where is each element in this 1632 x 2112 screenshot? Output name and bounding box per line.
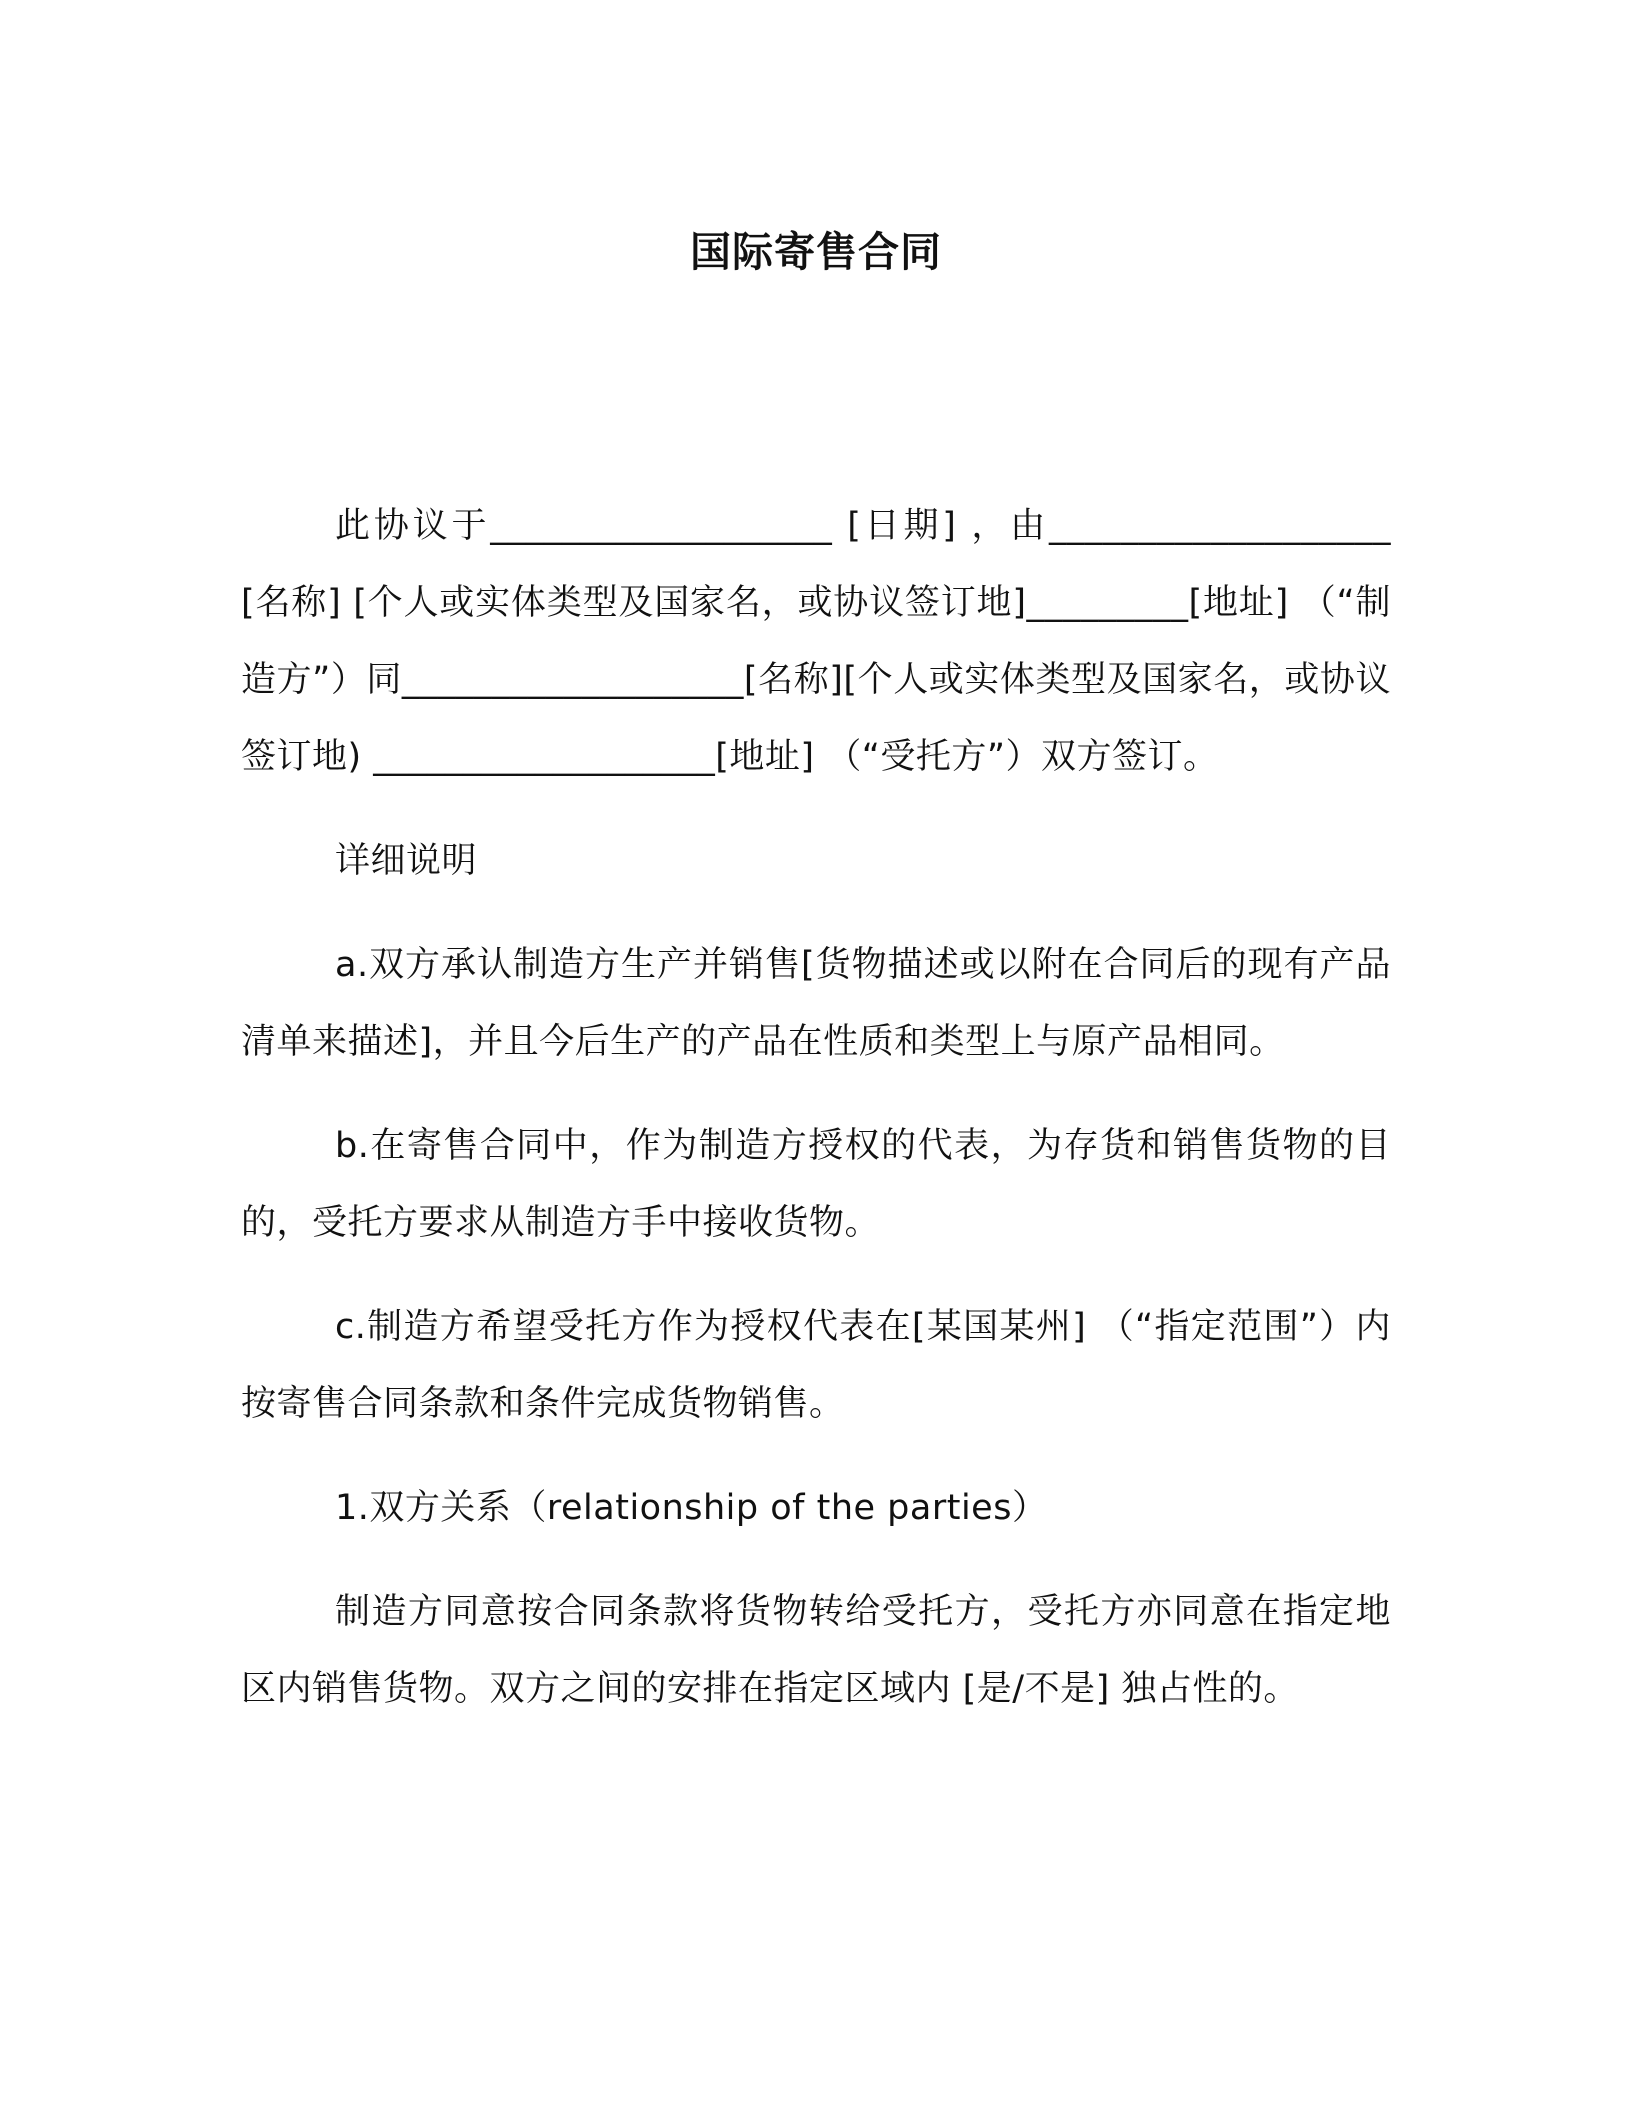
- paragraph-relationship: 制造方同意按合同条款将货物转给受托方，受托方亦同意在指定地区内销售货物。双方之间的安排在指定区域内 [是/不是] 独占性的。: [241, 1592, 1391, 1709]
- paragraph-agreement-parties: 此协议于___________________ [日期] ，由___________________ [名称] [个人或实体类型及国家名，或协议签订地]_________[地址] （“制造方”）同___________________[名称][个人或实体类型及国家名，或协议签订地) ___________________[地址] （“受托方”）双方签订。: [241, 506, 1391, 777]
- document-title: 国际寄售合同: [690, 228, 942, 276]
- paragraph-recital-c: c.制造方希望受托方作为授权代表在[某国某州] （“指定范围”）内按寄售合同条款和条件完成货物销售。: [241, 1307, 1391, 1424]
- document-body: [241, 488, 1391, 1728]
- paragraph-recital-b: b.在寄售合同中，作为制造方授权的代表，为存货和销售货物的目的，受托方要求从制造方手中接收货物。: [241, 1126, 1391, 1243]
- paragraph-recital-a: a.双方承认制造方生产并销售[货物描述或以附在合同后的现有产品清单来描述]，并且今后生产的产品在性质和类型上与原产品相同。: [241, 945, 1391, 1062]
- section-heading-details: 详细说明: [335, 841, 478, 881]
- section-heading-relationship: 1.双方关系（relationship of the parties）: [335, 1488, 1048, 1528]
